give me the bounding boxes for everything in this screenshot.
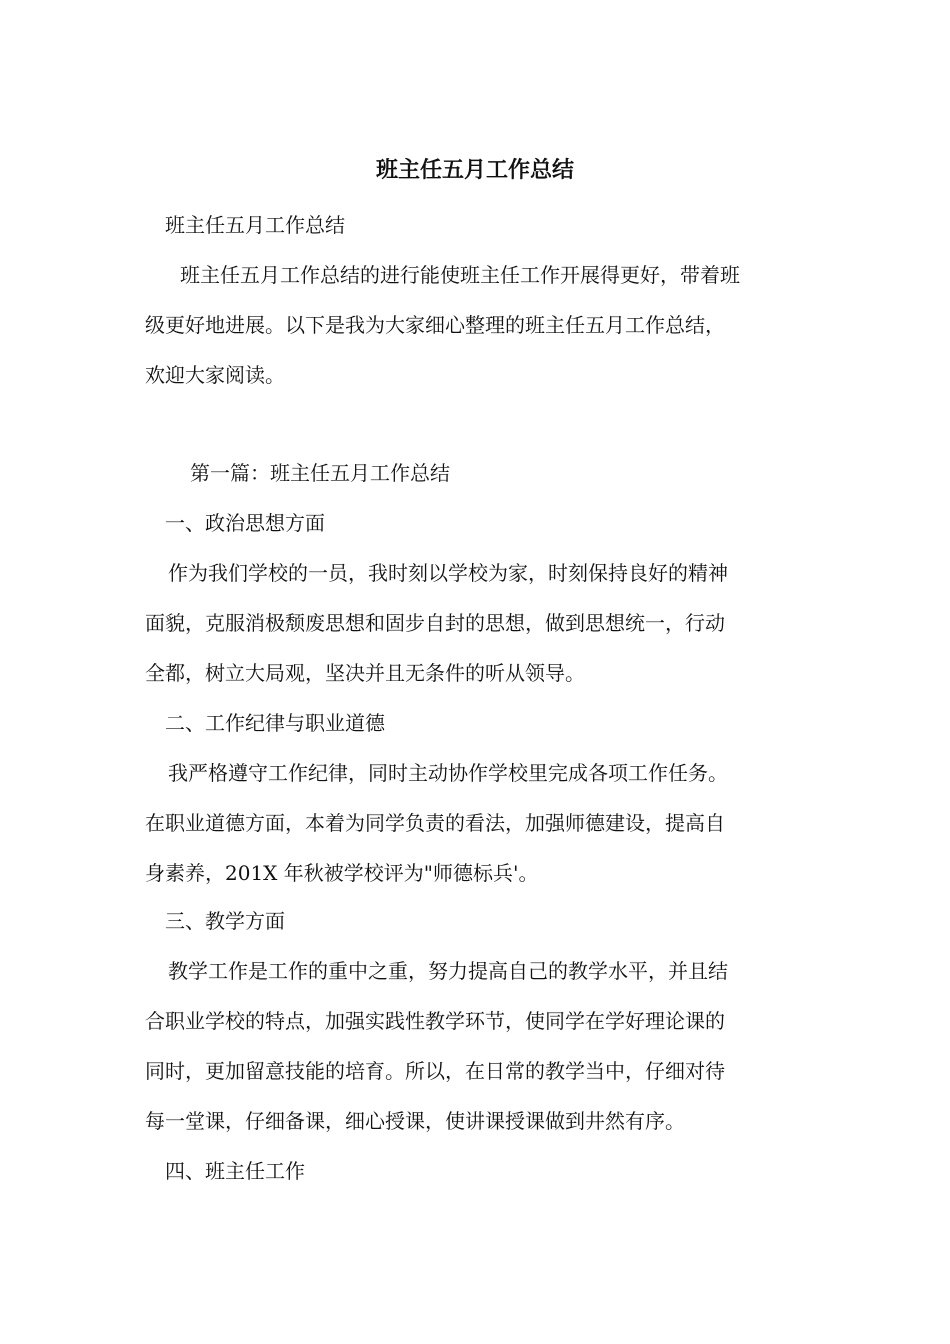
part-heading: 第一篇：班主任五月工作总结 [190,461,450,485]
section-heading: 二、工作纪律与职业道德 [165,711,385,735]
paragraph-line: 我严格遵守工作纪律，同时主动协作学校里完成各项工作任务。 [168,761,728,785]
paragraph-line: 全都，树立大局观，坚决并且无条件的听从领导。 [145,661,585,685]
section-heading: 三、教学方面 [165,909,285,933]
paragraph-line: 面貌，克服消极颓废思想和固步自封的思想，做到思想统一，行动 [145,611,725,635]
section-heading: 四、班主任工作 [165,1159,305,1183]
paragraph-line: 身素养，201X 年秋被学校评为"师德标兵'。 [145,861,539,885]
paragraph-line: 同时，更加留意技能的培育。所以，在日常的教学当中，仔细对待 [145,1059,725,1083]
paragraph-line: 教学工作是工作的重中之重，努力提高自己的教学水平，并且结 [168,959,728,983]
document-subtitle: 班主任五月工作总结 [165,213,345,237]
document-title: 班主任五月工作总结 [375,157,574,183]
paragraph-line: 每一堂课，仔细备课，细心授课，使讲课授课做到井然有序。 [145,1109,685,1133]
intro-line: 欢迎大家阅读。 [145,363,285,387]
paragraph-line: 作为我们学校的一员，我时刻以学校为家，时刻保持良好的精神 [168,561,728,585]
section-heading: 一、政治思想方面 [165,511,325,535]
intro-line: 班主任五月工作总结的进行能使班主任工作开展得更好，带着班 [180,263,740,287]
paragraph-line: 合职业学校的特点，加强实践性教学环节，使同学在学好理论课的 [145,1009,725,1033]
paragraph-line: 在职业道德方面，本着为同学负责的看法，加强师德建设，提高自 [145,811,725,835]
intro-line: 级更好地进展。以下是我为大家细心整理的班主任五月工作总结， [145,313,725,337]
